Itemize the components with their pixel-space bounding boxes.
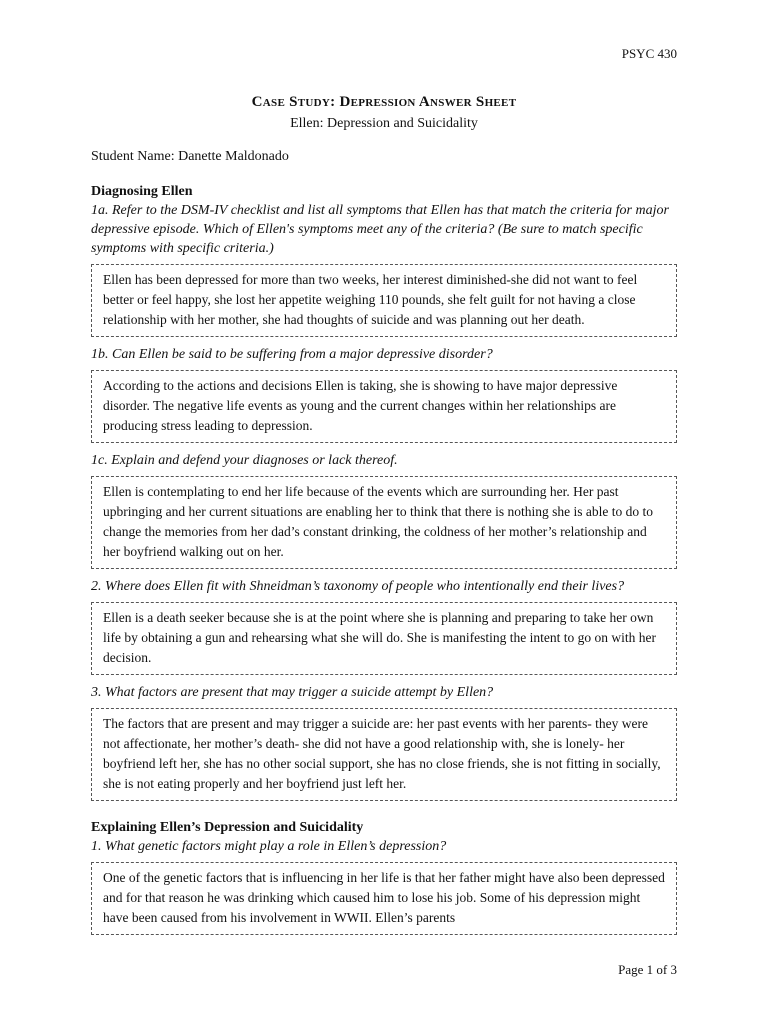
page-number: Page 1 of 3 <box>618 962 677 977</box>
question-2: 2. Where does Ellen fit with Shneidman’s taxonomy of people who intentionally end their lives? <box>91 579 625 594</box>
answer-box-2[interactable]: Ellen is a death seeker because she is at the point where she is planning and preparing to take her own life by obtaining a gun and rehearsing what she will do. She is manifesting the intent to go on with her decision. <box>91 602 677 675</box>
answer-box-1c[interactable]: Ellen is contemplating to end her life because of the events which are surrounding her. Her past upbringing and her current situations are enabling her to think that there is nothing she is able to do to change the memories from her dad’s constant drinking, the coldness of her mother’s relationship and her boyfriend walking out on her. <box>91 476 677 569</box>
question-1a: 1a. Refer to the DSM-IV checklist and list all symptoms that Ellen has that match the criteria for major depressive episode. Which of Ellen's symptoms meet any of the criteria? (Be sure to match specific symptoms with specific criteria.) <box>91 203 669 256</box>
section-spacer <box>91 809 677 819</box>
section-heading: Explaining Ellen’s Depression and Suicidality <box>91 820 364 835</box>
answer-box-1b[interactable]: According to the actions and decisions Ellen is taking, she is showing to have major depressive disorder. The negative life events as young and the current changes within her relationships are producing stress leading to depression. <box>91 370 677 443</box>
question-3: 3. What factors are present that may trigger a suicide attempt by Ellen? <box>91 685 494 700</box>
section-explaining <box>91 819 677 935</box>
page-subtitle: Ellen: Depression and Suicidality <box>290 116 478 131</box>
answer-box-genetic[interactable]: One of the genetic factors that is influencing in her life is that her father might have also been depressed and for that reason he was drinking which caused him to lose his job. Some of his depression might have been caused from his involvement in WWII. Ellen’s parents <box>91 862 677 935</box>
course-code: PSYC 430 <box>621 46 677 61</box>
section-heading: Diagnosing Ellen <box>91 184 193 199</box>
document-body <box>91 183 677 943</box>
page-title: Case Study: Depression Answer Sheet <box>251 94 517 110</box>
student-name: Student Name: Danette Maldonado <box>91 149 289 164</box>
question-genetic: 1. What genetic factors might play a role in Ellen’s depression? <box>91 839 447 854</box>
question-1b: 1b. Can Ellen be said to be suffering from a major depressive disorder? <box>91 347 493 362</box>
section-diagnosing <box>91 183 677 801</box>
answer-box-3[interactable]: The factors that are present and may trigger a suicide are: her past events with her parents- they were not affectionate, her mother’s death- she did not have a good relationship with, she is lonely- her boyfriend left her, she has no other social support, she has no close friends, she is not fitting in socially, she is not eating properly and her boyfriend just left her. <box>91 708 677 801</box>
question-1c: 1c. Explain and defend your diagnoses or lack thereof. <box>91 453 398 468</box>
answer-box-1a[interactable]: Ellen has been depressed for more than two weeks, her interest diminished-she did not want to feel better or feel happy, she lost her appetite weighing 110 pounds, she felt guilt for not having a close relationship with her mother, she had thoughts of suicide and was planning out her death. <box>91 264 677 337</box>
